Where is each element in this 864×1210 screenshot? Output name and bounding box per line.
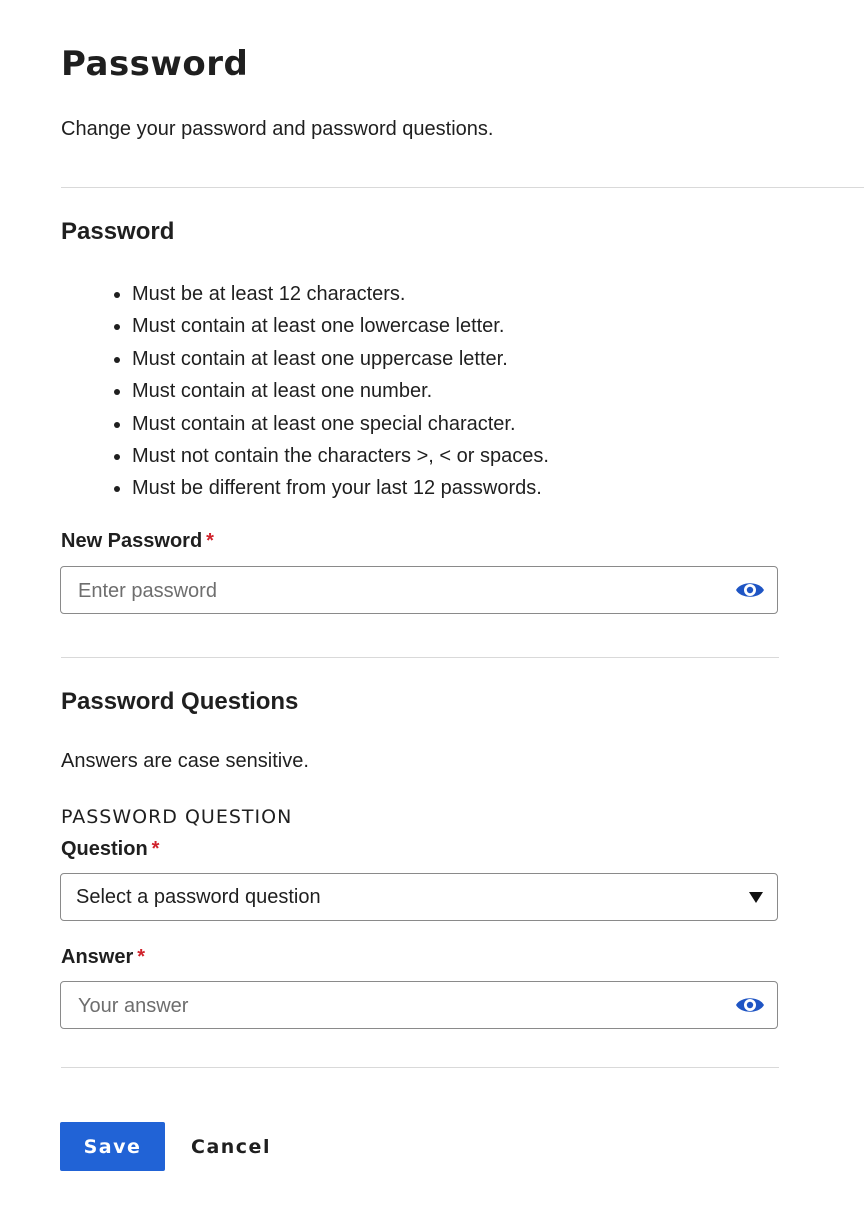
answer-input[interactable] bbox=[76, 982, 720, 1030]
question-label bbox=[61, 838, 159, 861]
new-password-input[interactable] bbox=[76, 567, 720, 615]
password-questions-heading: Password Questions bbox=[61, 688, 299, 715]
case-sensitive-note: Answers are case sensitive. bbox=[61, 750, 309, 772]
password-rules-list bbox=[112, 278, 549, 505]
caret-down-icon bbox=[749, 892, 763, 903]
rule-item: • Must contain at least one lowercase letter. bbox=[132, 310, 549, 342]
rule-item: • Must contain at least one uppercase letter. bbox=[132, 343, 549, 375]
password-heading: Password bbox=[61, 218, 175, 245]
save-button[interactable]: Save bbox=[60, 1122, 165, 1171]
required-mark: * bbox=[151, 838, 160, 860]
new-password-label bbox=[61, 530, 214, 553]
answer-label bbox=[61, 946, 145, 969]
page-title: Password bbox=[61, 44, 249, 84]
label-text: Answer bbox=[61, 946, 134, 968]
rule-item: • Must be at least 12 characters. bbox=[132, 278, 549, 310]
cancel-button[interactable]: Cancel bbox=[178, 1122, 284, 1171]
question-select-value: Select a password question bbox=[76, 886, 321, 908]
divider bbox=[61, 657, 779, 658]
required-mark: * bbox=[206, 530, 214, 552]
new-password-field bbox=[60, 566, 778, 614]
required-mark: * bbox=[137, 946, 146, 968]
password-question-eyebrow: PASSWORD QUESTION bbox=[61, 806, 293, 828]
question-select[interactable] bbox=[60, 873, 778, 921]
label-text: New Password bbox=[61, 530, 203, 552]
divider bbox=[61, 1067, 779, 1068]
page-intro: Change your password and password questions. bbox=[61, 118, 494, 140]
answer-field bbox=[60, 981, 778, 1029]
show-answer-eye-icon[interactable] bbox=[735, 995, 765, 1015]
label-text: Question bbox=[61, 838, 148, 860]
rule-item: • Must contain at least one number. bbox=[132, 375, 549, 407]
divider bbox=[61, 187, 864, 188]
rule-item: • Must be different from your last 12 passwords. bbox=[132, 472, 549, 504]
show-password-eye-icon[interactable] bbox=[735, 580, 765, 600]
rule-item: • Must contain at least one special character. bbox=[132, 408, 549, 440]
rule-item: • Must not contain the characters >, < or spaces. bbox=[132, 440, 549, 472]
